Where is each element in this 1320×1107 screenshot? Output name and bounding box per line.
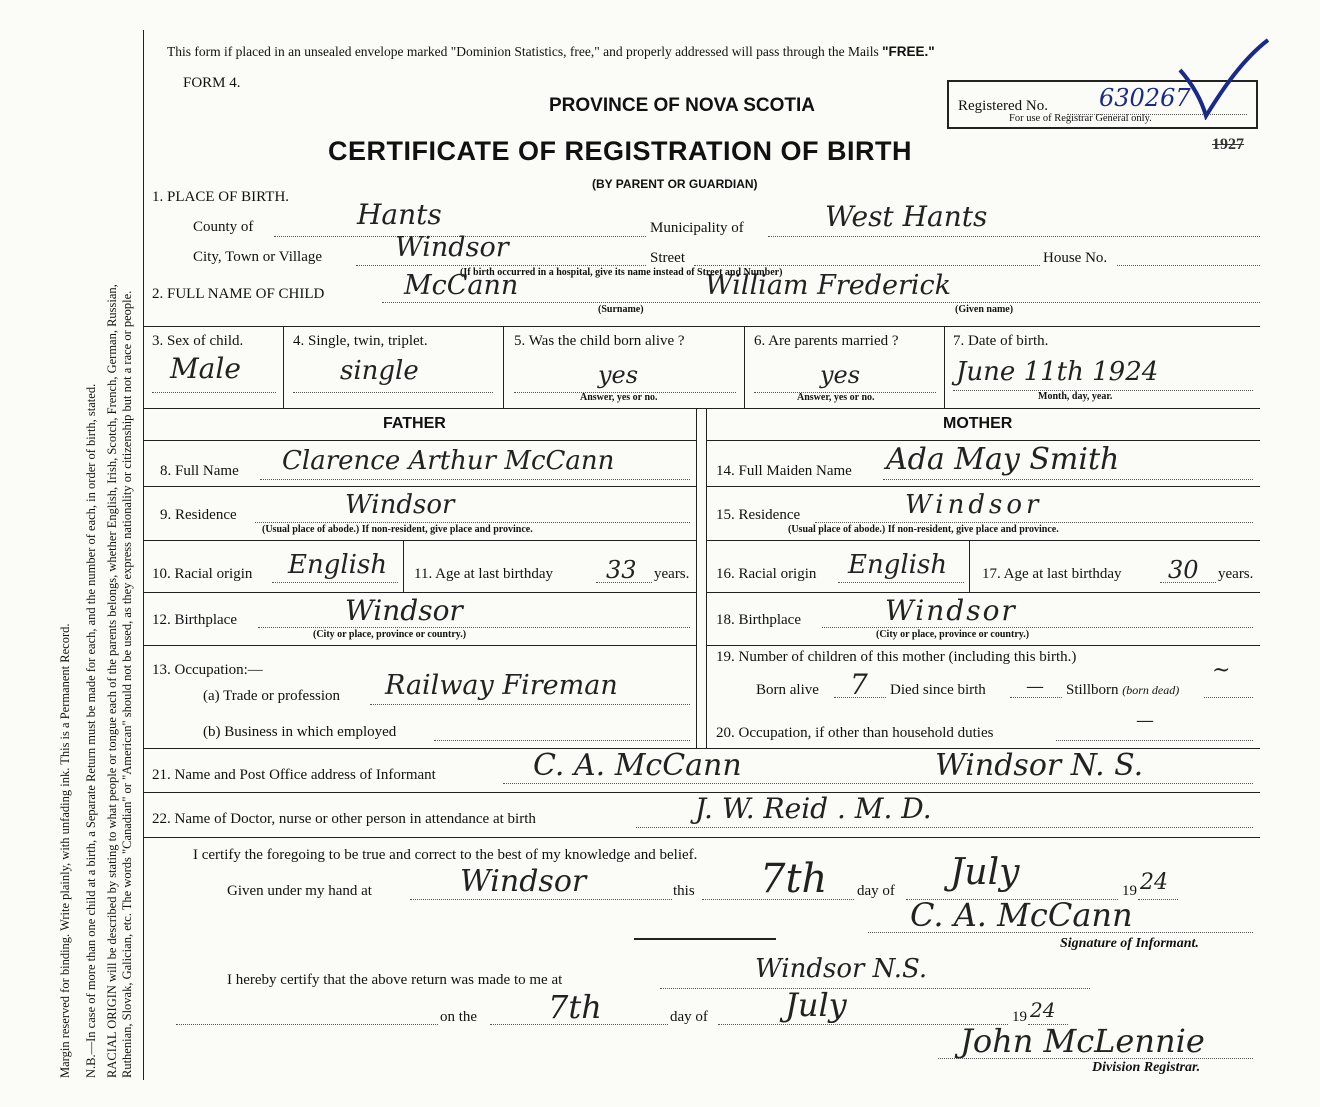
province-heading: PROVINCE OF NOVA SCOTIA bbox=[549, 95, 816, 116]
mother-residence-value: Windsor bbox=[905, 490, 1043, 520]
margin-note-multiple-births: N.B.—In case of more than one child at a birth, a Separate Return must be made for each, and the number of each, in order of birth, stated. bbox=[84, 383, 98, 1078]
father-residence-value: Windsor bbox=[345, 490, 455, 520]
father-birthplace-label: 12. Birthplace bbox=[152, 612, 237, 628]
on-the-label: on the bbox=[440, 1009, 478, 1025]
house-number-label: House No. bbox=[1043, 250, 1108, 266]
stillborn-value: ~ bbox=[1212, 658, 1231, 683]
died-since-birth-label: Died since birth bbox=[890, 682, 986, 698]
mother-birthplace-value: Windsor bbox=[885, 594, 1017, 627]
father-racial-origin-value: English bbox=[288, 550, 388, 580]
city-label: City, Town or Village bbox=[193, 249, 323, 265]
mother-age-unit: years. bbox=[1218, 566, 1254, 582]
year-prefix: 19 bbox=[1122, 883, 1137, 899]
given-under-hand-label: Given under my hand at bbox=[227, 883, 372, 899]
born-alive-note: Answer, yes or no. bbox=[580, 392, 658, 403]
mother-occupation-label: 20. Occupation, if other than household duties bbox=[716, 725, 994, 741]
parents-married-value: yes bbox=[820, 361, 861, 389]
informant-name-value: C. A. McCann bbox=[533, 748, 742, 783]
doctor-label: 22. Name of Doctor, nurse or other person in attendance at birth bbox=[152, 811, 536, 827]
informant-signature: C. A. McCann bbox=[910, 896, 1133, 934]
born-alive-value: yes bbox=[598, 361, 639, 389]
registration-year-suffix: 24 bbox=[1030, 998, 1056, 1022]
died-since-birth-value: — bbox=[1026, 676, 1044, 697]
born-alive-count-label: Born alive bbox=[756, 682, 819, 698]
child-given-name-value: William Frederick bbox=[705, 270, 952, 301]
street-label: Street bbox=[650, 250, 685, 266]
county-label: County of bbox=[193, 219, 254, 235]
stillborn-label: Stillborn (born dead) bbox=[1066, 682, 1180, 698]
check-mark-icon bbox=[1176, 36, 1272, 120]
registration-day-value: 7th bbox=[548, 988, 602, 1026]
born-alive-count-value: 7 bbox=[850, 668, 868, 701]
registrar-signature: John McLennie bbox=[960, 1022, 1205, 1060]
mother-occupation-value: — bbox=[1136, 710, 1154, 731]
informant-address-value: Windsor N. S. bbox=[935, 748, 1144, 783]
father-birthplace-note: (City or place, province or country.) bbox=[313, 629, 467, 640]
page-title: CERTIFICATE OF REGISTRATION OF BIRTH bbox=[328, 136, 912, 166]
father-trade-label: (a) Trade or profession bbox=[203, 688, 341, 704]
mother-residence-note: (Usual place of abode.) If non-resident, give place and province. bbox=[788, 524, 1059, 535]
father-business-label: (b) Business in which employed bbox=[203, 724, 397, 740]
city-value: Windsor bbox=[395, 232, 509, 263]
date-of-birth-label: 7. Date of birth. bbox=[953, 333, 1049, 349]
parents-married-label: 6. Are parents married ? bbox=[754, 333, 899, 349]
given-place-value: Windsor bbox=[460, 864, 587, 899]
county-value: Hants bbox=[357, 198, 442, 231]
hospital-note: (If birth occurred in a hospital, give its name instead of Street and Number) bbox=[460, 267, 783, 278]
this-label: this bbox=[673, 883, 695, 899]
form-number: FORM 4. bbox=[183, 75, 241, 91]
informant-signature-label: Signature of Informant. bbox=[1060, 936, 1199, 951]
father-age-unit: years. bbox=[654, 566, 690, 582]
father-age-label: 11. Age at last birthday bbox=[414, 566, 553, 582]
corner-stamp: 1927 bbox=[1212, 136, 1244, 153]
given-name-note: (Given name) bbox=[955, 304, 1014, 315]
day-of-label: day of bbox=[857, 883, 895, 899]
registrar-place-value: Windsor N.S. bbox=[755, 954, 928, 984]
registration-day-of-label: day of bbox=[670, 1009, 708, 1025]
registration-month-value: July bbox=[785, 986, 847, 1024]
mother-heading: MOTHER bbox=[943, 415, 1013, 432]
mother-birthplace-label: 18. Birthplace bbox=[716, 612, 801, 628]
mother-racial-origin-value: English bbox=[848, 550, 948, 580]
surname-note: (Surname) bbox=[598, 304, 644, 315]
father-heading: FATHER bbox=[383, 415, 446, 432]
mother-racial-origin-label: 16. Racial origin bbox=[716, 566, 817, 582]
place-of-birth-heading: 1. PLACE OF BIRTH. bbox=[152, 189, 290, 205]
informant-label: 21. Name and Post Office address of Informant bbox=[152, 767, 436, 783]
registered-label: Registered No. bbox=[958, 98, 1048, 114]
father-name-value: Clarence Arthur McCann bbox=[282, 446, 615, 476]
father-residence-label: 9. Residence bbox=[160, 507, 237, 523]
mother-name-label: 14. Full Maiden Name bbox=[716, 463, 852, 479]
postal-notice: This form if placed in an unsealed envelope marked "Dominion Statistics, free," and properly addressed will pass through the Mails "FREE." bbox=[167, 44, 935, 59]
registered-value: 630267 bbox=[1099, 84, 1191, 112]
margin-note-racial-origin-cont: Ruthenian, Slovak, Galician, etc. The words "Canadian" or "American" should not be used, as they express nationality or citizenship but not a race or people. bbox=[120, 290, 134, 1078]
margin-note-racial-origin: RACIAL ORIGIN will be described by stating to what people or tongue each of the parents belongs, whether English, Irish, Scotch, French, German, Russian, bbox=[105, 284, 119, 1078]
father-occupation-label: 13. Occupation:— bbox=[152, 662, 263, 678]
mother-birthplace-note: (City or place, province or country.) bbox=[876, 629, 1030, 640]
father-birthplace-value: Windsor bbox=[345, 594, 463, 627]
sex-label: 3. Sex of child. bbox=[152, 333, 244, 349]
father-age-value: 33 bbox=[606, 556, 637, 584]
division-registrar-label: Division Registrar. bbox=[1092, 1060, 1201, 1075]
registration-year-prefix: 19 bbox=[1012, 1009, 1027, 1025]
certification-statement: I certify the foregoing to be true and correct to the best of my knowledge and belief. bbox=[193, 847, 698, 863]
father-trade-value: Railway Fireman bbox=[385, 670, 618, 701]
father-racial-origin-label: 10. Racial origin bbox=[152, 566, 253, 582]
child-name-label: 2. FULL NAME OF CHILD bbox=[152, 286, 325, 302]
father-residence-note: (Usual place of abode.) If non-resident, give place and province. bbox=[262, 524, 533, 535]
month-value: July bbox=[950, 852, 1020, 893]
child-surname-value: McCann bbox=[404, 270, 519, 301]
mother-age-value: 30 bbox=[1168, 556, 1199, 584]
mother-children-label: 19. Number of children of this mother (including this birth.) bbox=[716, 649, 1077, 665]
municipality-label: Municipality of bbox=[650, 220, 744, 236]
page-subtitle: (BY PARENT OR GUARDIAN) bbox=[592, 177, 758, 191]
date-of-birth-note: Month, day, year. bbox=[1038, 391, 1113, 402]
registrar-note: For use of Registrar General only. bbox=[1009, 113, 1152, 124]
year-suffix: 24 bbox=[1140, 870, 1168, 895]
mother-residence-label: 15. Residence bbox=[716, 507, 801, 523]
multiple-birth-label: 4. Single, twin, triplet. bbox=[293, 333, 428, 349]
born-alive-label: 5. Was the child born alive ? bbox=[514, 333, 685, 349]
margin-note-binding: Margin reserved for binding. Write plainly, with unfading ink. This is a Permanent Record. bbox=[58, 623, 72, 1078]
left-border bbox=[143, 30, 144, 1080]
mother-age-label: 17. Age at last birthday bbox=[982, 566, 1122, 582]
mother-name-value: Ada May Smith bbox=[886, 442, 1120, 477]
municipality-value: West Hants bbox=[825, 200, 988, 233]
multiple-birth-value: single bbox=[340, 356, 419, 386]
father-name-label: 8. Full Name bbox=[160, 463, 239, 479]
date-of-birth-value: June 11th 1924 bbox=[956, 357, 1159, 387]
registrar-statement: I hereby certify that the above return was made to me at bbox=[227, 972, 563, 988]
doctor-value: J. W. Reid . M. D. bbox=[695, 792, 932, 825]
parents-married-note: Answer, yes or no. bbox=[797, 392, 875, 403]
day-value: 7th bbox=[760, 856, 828, 902]
sex-value: Male bbox=[170, 352, 241, 385]
